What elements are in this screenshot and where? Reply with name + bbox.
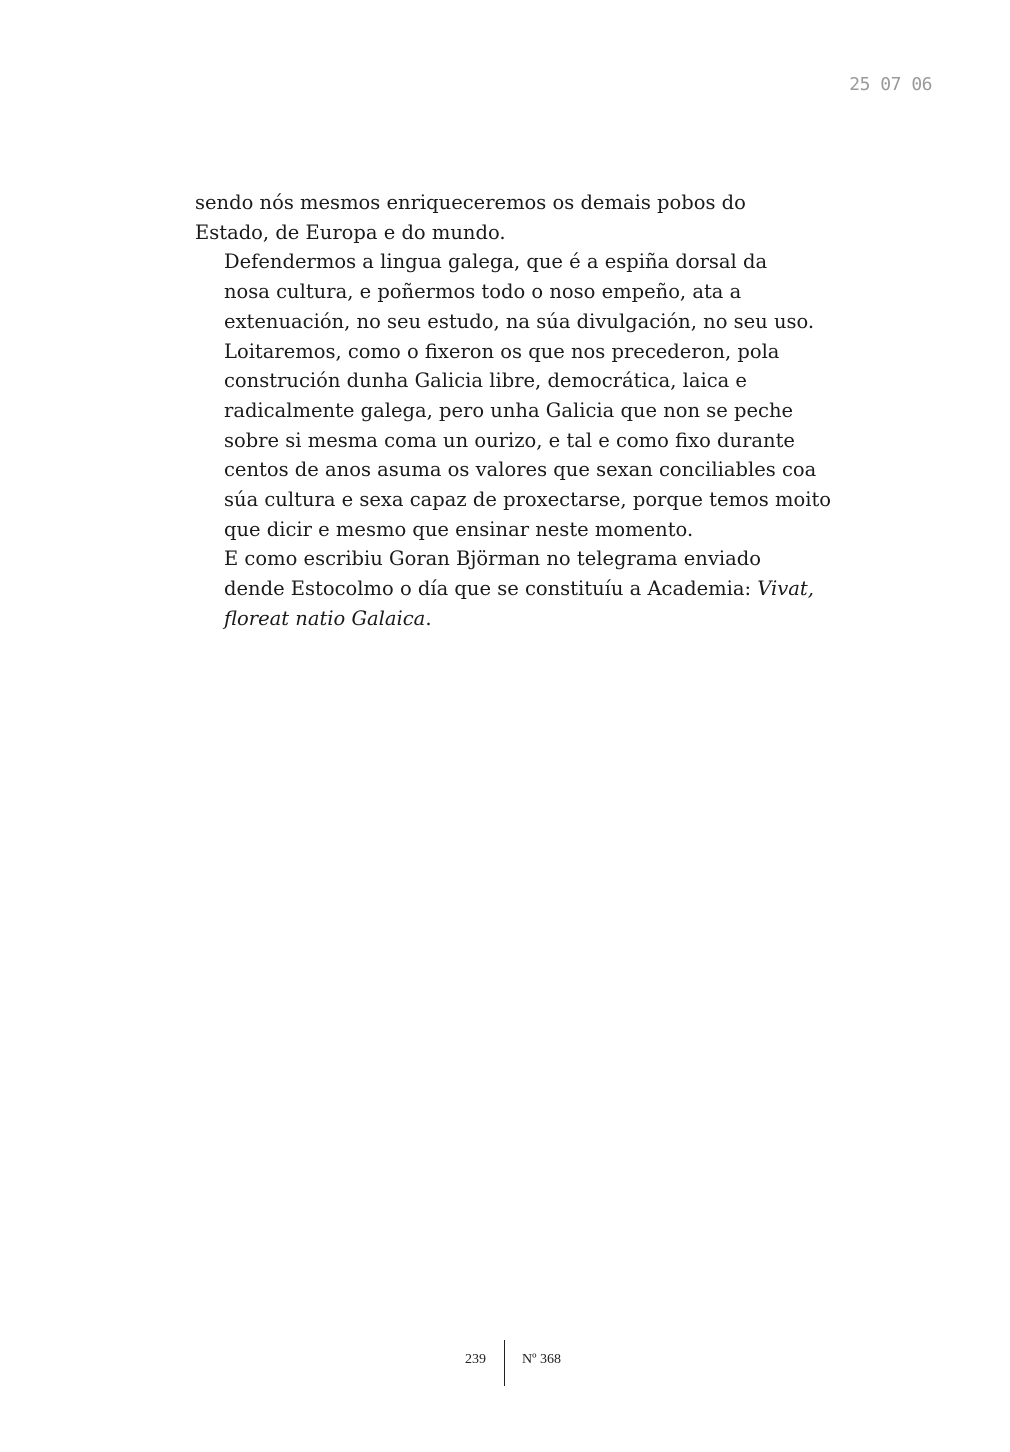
text-run: . [425, 606, 432, 630]
text-line: radicalmente galega, pero unha Galicia que non se peche [224, 398, 794, 422]
text-line: Loitaremos, como o fixeron os que nos precederon, pola [224, 339, 780, 363]
issue-number: Nº 368 [522, 1352, 561, 1367]
text-line: centos de anos asuma os valores que sexan conciliables coa [224, 458, 817, 482]
text-line [195, 604, 835, 634]
paragraph-4 [195, 544, 835, 633]
text-line: sobre si mesma coma un ourizo, e tal e como fixo durante [224, 428, 795, 452]
text-line: construción dunha Galicia libre, democrática, laica e [224, 369, 747, 393]
latin-quote: floreat natio Galaica [224, 606, 426, 630]
text-line: súa cultura e sexa capaz de proxectarse, porque temos moito [224, 488, 832, 512]
page-number: 239 [465, 1352, 486, 1367]
text-line: nosa cultura, e poñermos todo o noso empeño, ata a [224, 280, 742, 304]
text-line: sendo nós mesmos enriqueceremos os demais pobos do [195, 191, 746, 214]
page-footer [0, 1340, 1010, 1386]
footer-divider [504, 1340, 505, 1386]
paragraph-2 [195, 247, 835, 336]
latin-quote: Vivat, [757, 577, 814, 601]
body-text [195, 188, 835, 634]
paragraph-3 [195, 337, 835, 545]
text-line: Defendermos a lingua galega, que é a espiña dorsal da [224, 250, 768, 274]
text-line: extenuación, no seu estudo, na súa divulgación, no seu uso. [224, 309, 815, 333]
text-line: E como escribiu Goran Björman no telegrama enviado [224, 547, 761, 571]
text-line: que dicir e mesmo que ensinar neste momento. [224, 517, 694, 541]
paragraph-1 [195, 188, 835, 247]
date-stamp: 25 07 06 [849, 74, 932, 95]
text-line: Estado, de Europa e do mundo. [195, 220, 506, 244]
text-run: dende Estocolmo o día que se constituíu a Academia: [224, 577, 758, 601]
text-line [195, 574, 835, 604]
